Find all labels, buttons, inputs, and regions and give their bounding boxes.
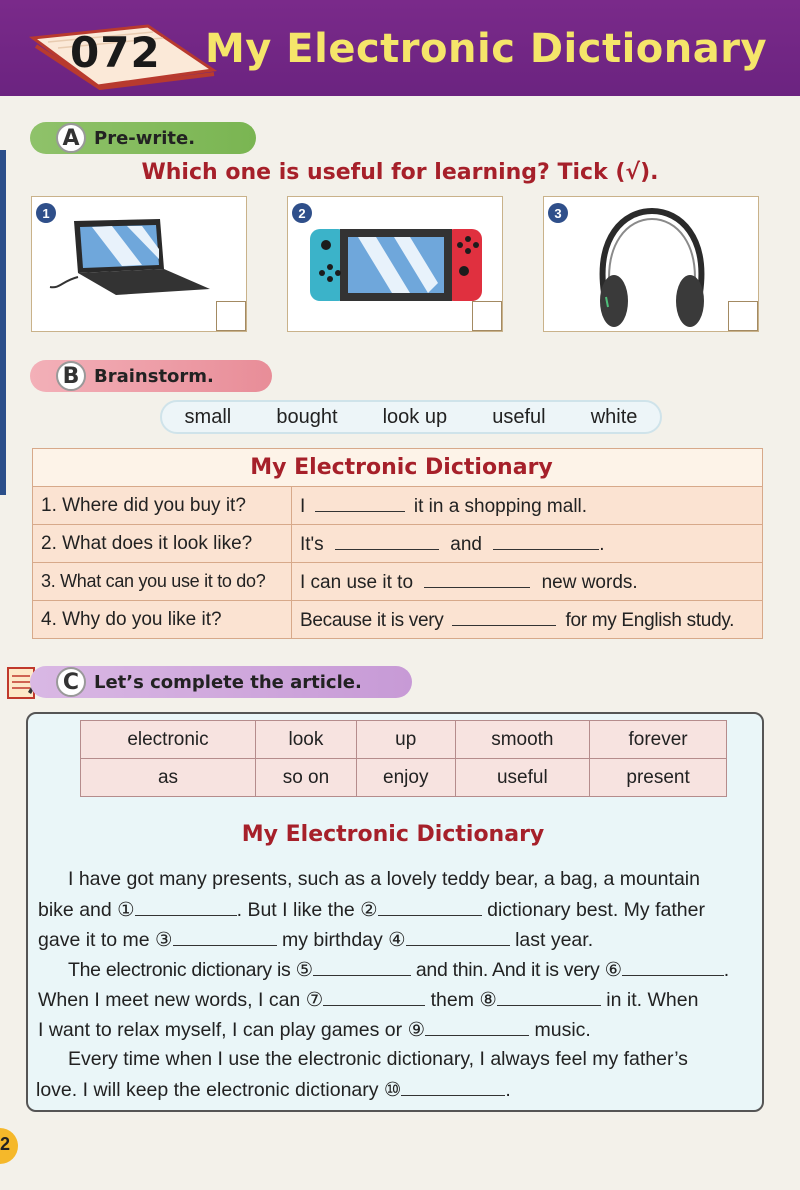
table-row — [33, 563, 763, 601]
article-blank-2[interactable] — [378, 900, 482, 916]
article-blank-10[interactable] — [401, 1080, 505, 1096]
table-row — [33, 487, 763, 525]
table-row — [33, 525, 763, 563]
option-1-box — [31, 196, 247, 332]
page-header — [0, 0, 800, 96]
word-bank — [160, 400, 662, 434]
article-blank-4[interactable] — [406, 930, 510, 946]
page-title: My Electronic Dictionary — [205, 26, 768, 72]
tick-box-1[interactable] — [216, 301, 246, 331]
article-blank-3[interactable] — [173, 930, 277, 946]
row-answer: I can use it to new words. — [292, 563, 763, 601]
tick-box-3[interactable] — [728, 301, 758, 331]
row-question: 3. What can you use it to do? — [33, 563, 292, 601]
article-line: gave it to me ③ my birthday ④ last year. — [38, 929, 594, 951]
row-answer: It's and . — [292, 525, 763, 563]
article-line: When I meet new words, I can ⑦ them ⑧ in it. When — [38, 989, 699, 1011]
word-cell: up — [356, 721, 455, 759]
article-line: The electronic dictionary is ⑤ and thin. And it is very ⑥ . — [68, 959, 729, 981]
word-bank-item: white — [590, 405, 638, 428]
section-a-heading — [30, 122, 256, 154]
word-bank-item: small — [184, 405, 232, 428]
option-3-box — [543, 196, 759, 332]
article-blank-9[interactable] — [425, 1020, 529, 1036]
article-blank-8[interactable] — [497, 990, 601, 1006]
option-2-box — [287, 196, 503, 332]
section-b-heading — [30, 360, 272, 392]
page-number: 2 — [0, 1128, 18, 1164]
word-table — [80, 720, 727, 797]
word-cell: as — [81, 759, 256, 797]
article-blank-5[interactable] — [313, 960, 411, 976]
word-cell: so on — [255, 759, 356, 797]
section-c-heading — [30, 666, 412, 698]
row-answer: Because it is very for my English study. — [292, 601, 763, 639]
option-number: 3 — [548, 203, 568, 223]
row-question: 1. Where did you buy it? — [33, 487, 292, 525]
word-cell: forever — [590, 721, 727, 759]
word-bank-item: bought — [276, 405, 338, 428]
article-line: I have got many presents, such as a lovely teddy bear, a bag, a mountain — [68, 868, 700, 890]
laptop-icon — [32, 197, 246, 331]
article-line: I want to relax myself, I can play games or ⑨ music. — [38, 1019, 591, 1041]
row-question: 4. Why do you like it? — [33, 601, 292, 639]
headphones-icon — [544, 197, 758, 331]
article-line: bike and ① . But I like the ② dictionary best. My father — [38, 899, 705, 921]
section-letter: B — [56, 361, 86, 391]
word-cell: smooth — [455, 721, 590, 759]
brainstorm-table — [32, 448, 763, 639]
word-cell: electronic — [81, 721, 256, 759]
option-number: 1 — [36, 203, 56, 223]
word-bank-item: useful — [492, 405, 546, 428]
word-bank-item: look up — [382, 405, 448, 428]
word-cell: look — [255, 721, 356, 759]
section-label: Let’s complete the article. — [94, 671, 362, 693]
article-title: My Electronic Dictionary — [241, 822, 545, 847]
section-a-question: Which one is useful for learning? Tick (√). — [141, 160, 659, 185]
option-number: 2 — [292, 203, 312, 223]
section-label: Pre-write. — [94, 127, 196, 149]
word-cell: present — [590, 759, 727, 797]
tick-box-2[interactable] — [472, 301, 502, 331]
answer-blank[interactable] — [315, 494, 405, 512]
table-row — [33, 601, 763, 639]
lesson-number: 072 — [70, 28, 161, 77]
table-row — [81, 721, 727, 759]
game-console-icon — [288, 197, 502, 331]
article-line: love. I will keep the electronic dictionary ⑩ . — [36, 1079, 511, 1101]
answer-blank[interactable] — [493, 532, 599, 550]
table-title: My Electronic Dictionary — [33, 449, 763, 487]
left-edge-bar — [0, 150, 6, 495]
answer-blank[interactable] — [335, 532, 439, 550]
word-cell: enjoy — [356, 759, 455, 797]
row-question: 2. What does it look like? — [33, 525, 292, 563]
article-blank-6[interactable] — [622, 960, 724, 976]
article-blank-1[interactable] — [135, 900, 237, 916]
table-row — [81, 759, 727, 797]
section-letter: A — [56, 123, 86, 153]
article-blank-7[interactable] — [323, 990, 425, 1006]
section-letter: C — [56, 667, 86, 697]
answer-blank[interactable] — [452, 608, 556, 626]
row-answer: I it in a shopping mall. — [292, 487, 763, 525]
answer-blank[interactable] — [424, 570, 530, 588]
article-line: Every time when I use the electronic dictionary, I always feel my father’s — [68, 1048, 688, 1070]
section-label: Brainstorm. — [94, 365, 214, 387]
word-cell: useful — [455, 759, 590, 797]
